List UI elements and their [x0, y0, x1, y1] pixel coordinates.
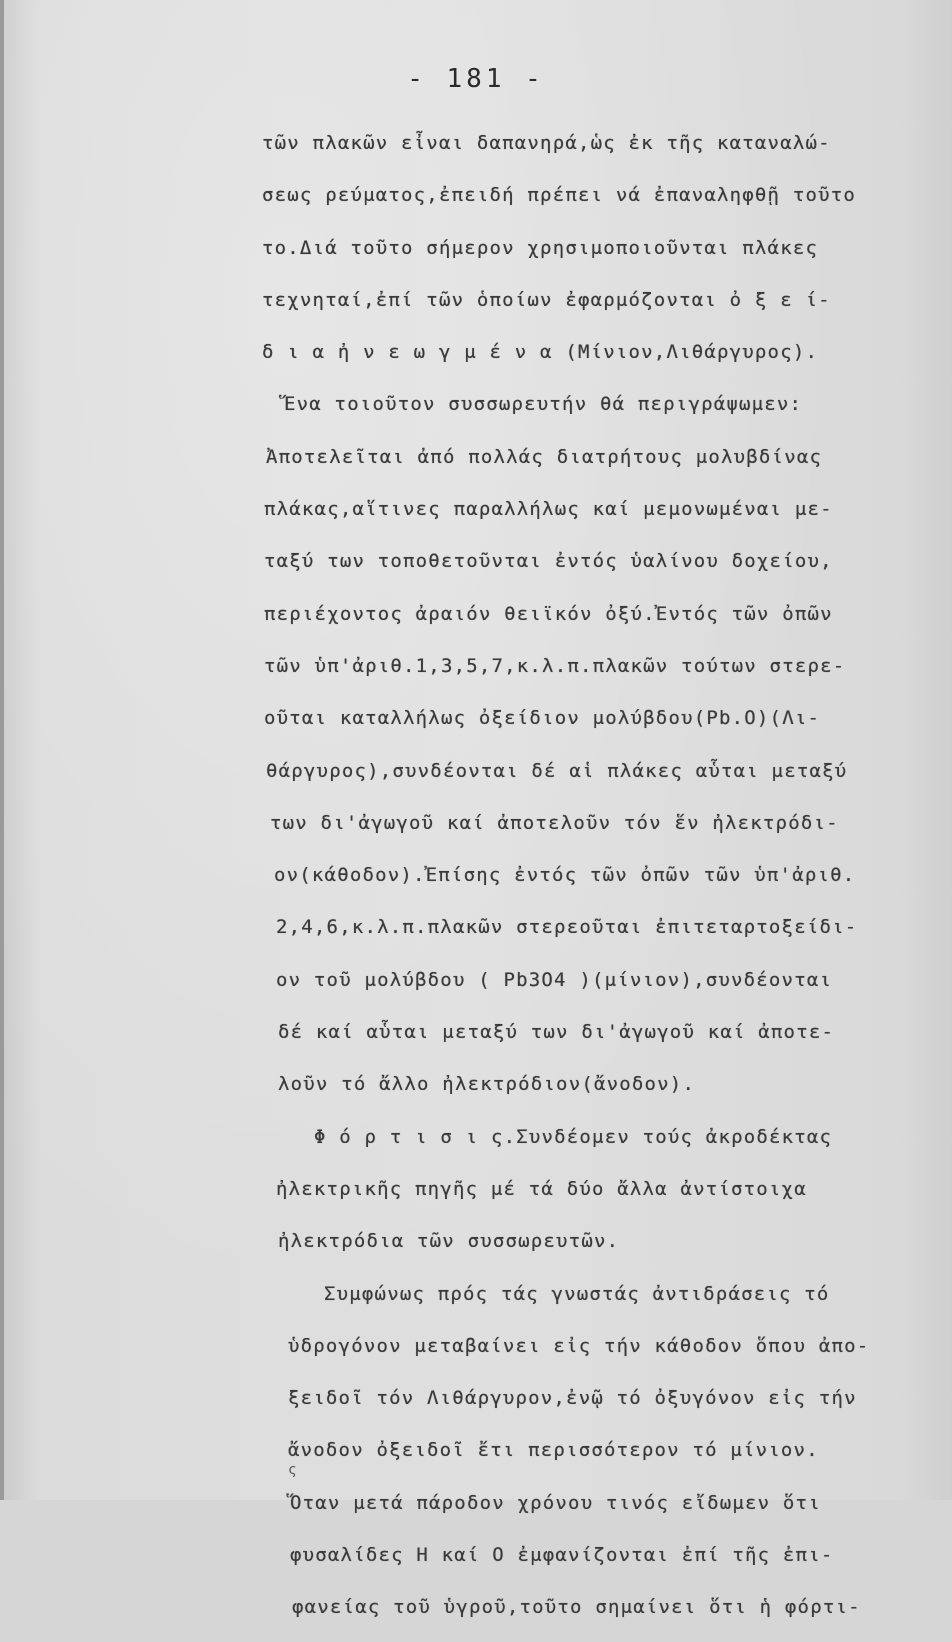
text-line: θάργυρος),συνδέονται δέ αἱ πλάκες αὗται μεταξύ — [266, 759, 848, 782]
bottom-mark: ς — [288, 1462, 297, 1478]
text-line: περιέχοντος ἀραιόν θειϊκόν ὀξύ.Ἐντός τῶν ὀπῶν — [264, 602, 833, 625]
text-line: δ ι α ἠ ν ε ω γ μ έ ν α (Μίνιον,Λιθάργυρος). — [262, 341, 819, 364]
text-line: Φ ό ρ τ ι σ ι ς.Συνδέομεν τούς ἀκροδέκτας — [314, 1125, 833, 1148]
text-line: ξειδοῖ τόν Λιθάργυρον,ἐνῷ τό ὀξυγόνον εἰς τήν — [288, 1387, 857, 1410]
text-line: δέ καί αὗται μεταξύ των δι'ἀγωγοῦ καί ἀποτε- — [278, 1021, 835, 1044]
text-line: ἠλεκτρόδια τῶν συσσωρευτῶν. — [278, 1230, 620, 1253]
text-line: τῶν πλακῶν εἶναι δαπανηρά,ὡς ἐκ τῆς καταναλώ- — [262, 132, 831, 154]
text-line: ον(κάθοδον).Ἐπίσης ἐντός τῶν ὀπῶν τῶν ὑπ'ἀριθ. — [274, 864, 856, 887]
text-line: 2,4,6,κ.λ.π.πλακῶν στερεοῦται ἐπιτεταρτοξείδι- — [276, 916, 858, 939]
text-line: φυσαλίδες Η καί Ο ἐμφανίζονται ἐπί τῆς ἐπι- — [290, 1544, 834, 1567]
text-line: σεως ρεύματος,ἐπειδή πρέπει νά ἐπαναληφθῇ τοῦτο — [262, 184, 857, 207]
text-line: ἄνοδον ὀξειδοῖ ἔτι περισσότερον τό μίνιον. — [288, 1439, 819, 1462]
text-line: φανείας τοῦ ὑγροῦ,τοῦτο σημαίνει ὅτι ἡ φόρτι- — [292, 1596, 861, 1619]
text-line: των δι'ἀγωγοῦ καί ἀποτελοῦν τόν ἕν ἠλεκτρόδι- — [270, 811, 839, 834]
text-line: ταξύ των τοποθετοῦνται ἐντός ὑαλίνου δοχείου, — [264, 550, 833, 573]
text-line: το.Διά τοῦτο σήμερον χρησιμοποιοῦνται πλάκες — [262, 236, 819, 259]
text-line: οῦται καταλλήλως ὀξείδιον μολύβδου(Pb.O)(Λι- — [264, 707, 821, 730]
text-line: τῶν ὑπ'ἀριθ.1,3,5,7,κ.λ.π.πλακῶν τούτων στερε- — [264, 654, 846, 677]
text-line: Ὅταν μετά πάροδον χρόνου τινός εἴδωμεν ὅτι — [290, 1491, 821, 1514]
text-line: τεχνηταί,ἐπί τῶν ὁποίων ἐφαρμόζονται ὀ ξ ε ί- — [262, 288, 831, 311]
text-line: πλάκας,αἵτινες παραλλήλως καί μεμονωμέναι με- — [264, 498, 833, 521]
text-line: ἠλεκτρικῆς πηγῆς μέ τά δύο ἄλλα ἀντίστοιχα — [276, 1177, 807, 1200]
text-line: λοῦν τό ἄλλο ἠλεκτρόδιον(ἄνοδον). — [278, 1073, 696, 1096]
typed-text-body — [262, 125, 922, 1642]
text-line: ὑδρογόνον μεταβαίνει εἰς τήν κάθοδον ὅπου ἀπο- — [288, 1334, 870, 1357]
page-number: - 181 - — [407, 64, 545, 94]
page-edge — [0, 0, 4, 1500]
text-line: ον τοῦ μολύβδου ( Pb3O4 )(μίνιον),συνδέονται — [276, 968, 833, 991]
text-line: Ἀποτελεῖται ἀπό πολλάς διατρήτους μολυβδίνας — [266, 445, 823, 468]
text-line: Ἕνα τοιοῦτον συσσωρευτήν θά περιγράψωμεν: — [284, 393, 803, 416]
text-line: Συμφώνως πρός τάς γνωστάς ἀντιδράσεις τό — [324, 1282, 830, 1305]
